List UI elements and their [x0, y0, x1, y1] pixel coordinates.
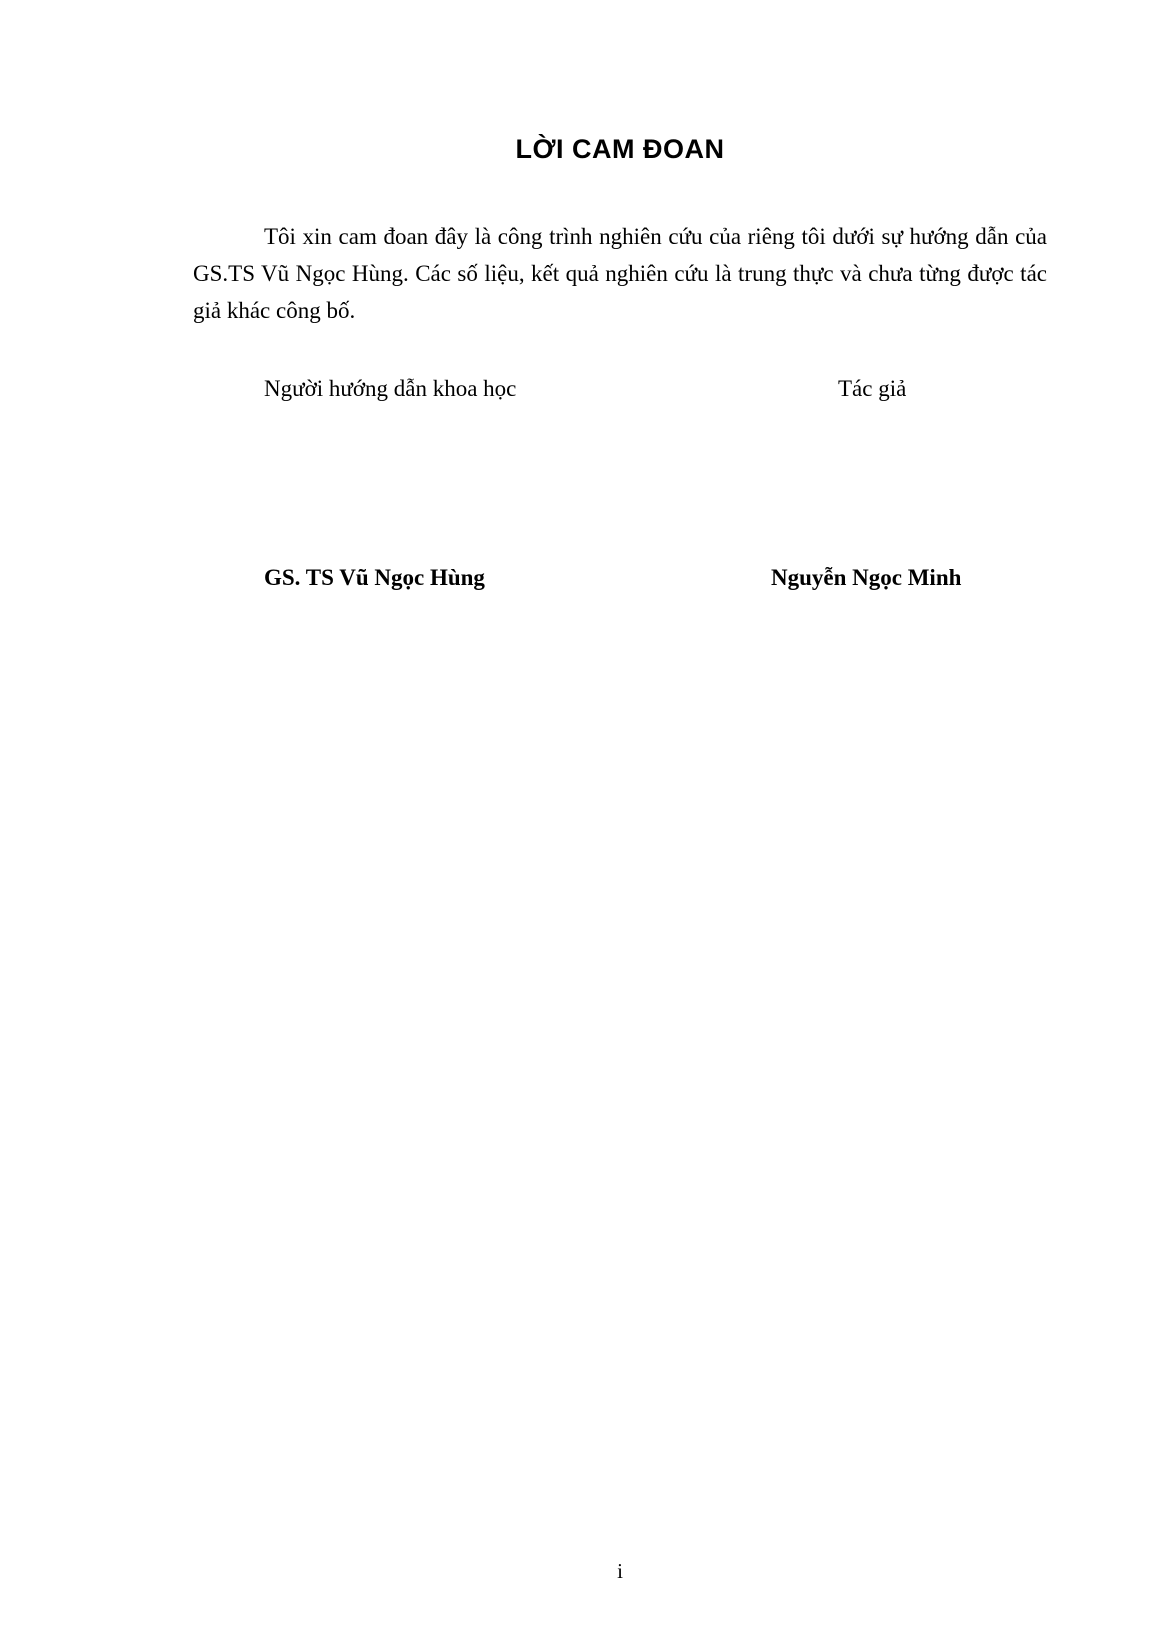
advisor-label: Người hướng dẫn khoa học: [264, 376, 517, 401]
page-number: i: [617, 1559, 623, 1583]
author-name: Nguyễn Ngọc Minh: [771, 565, 962, 590]
declaration-paragraph: Tôi xin cam đoan đây là công trình nghiên cứu của riêng tôi dưới sự hướng dẫn của GS.TS Vũ Ngọc Hùng. Các số liệu, kết quả nghiên cứu là trung thực và chưa từng được tác giả khác công bố.: [193, 224, 1047, 323]
advisor-name: GS. TS Vũ Ngọc Hùng: [264, 565, 485, 590]
page-title: LỜI CAM ĐOAN: [515, 134, 725, 164]
author-label: Tác giả: [838, 376, 907, 401]
